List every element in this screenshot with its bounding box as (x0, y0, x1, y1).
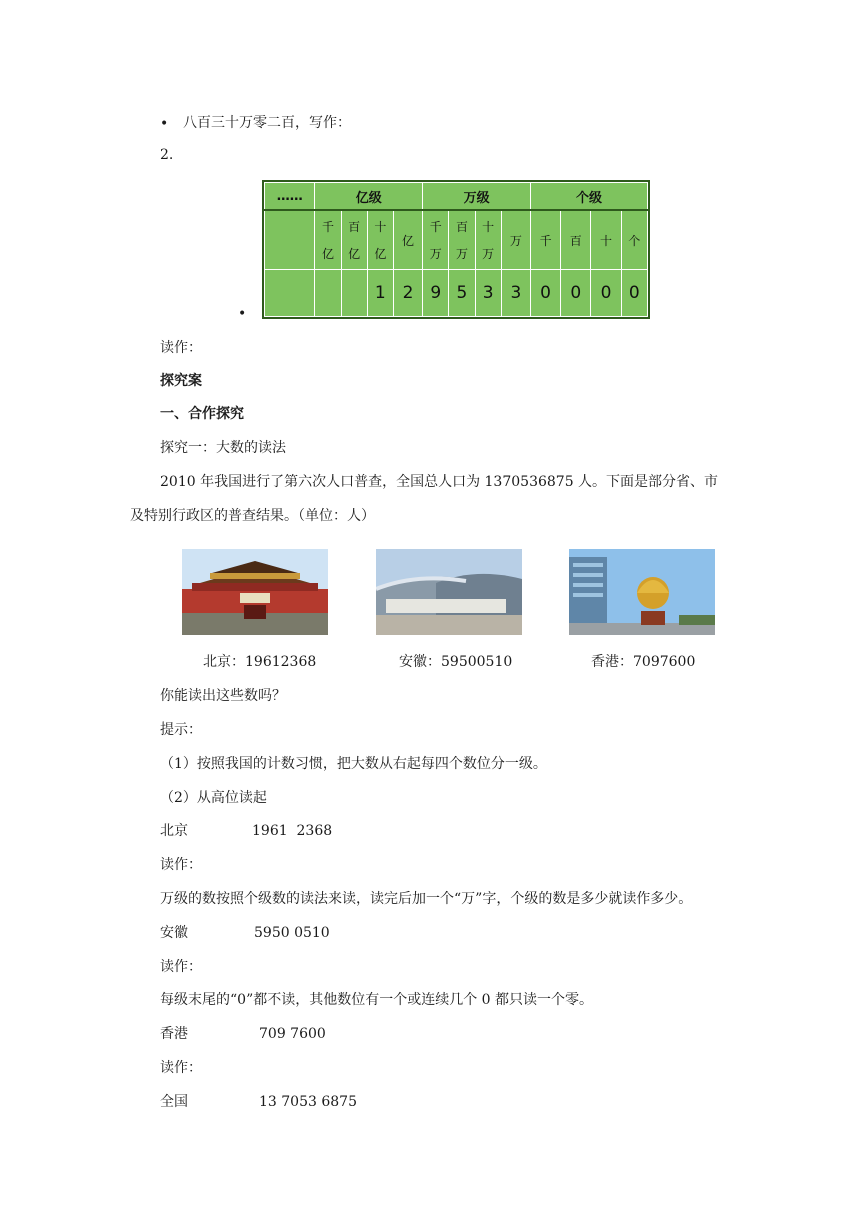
hint-2: （2）从高位读起 (160, 790, 267, 806)
national-name: 全国 (160, 1094, 188, 1110)
place-ge: 个 (621, 210, 647, 270)
place-value-table (262, 180, 650, 319)
digit-cell: 0 (621, 270, 647, 317)
sub-title: 一、合作探究 (160, 406, 244, 422)
hongkong-number: 709 7600 (259, 1026, 326, 1042)
digit-cell: 5 (449, 270, 475, 317)
place-qian: 千 (530, 210, 560, 270)
place-shiyi: 十 亿 (367, 210, 393, 270)
beijing-name: 北京 (160, 823, 188, 839)
place-yi: 亿 (393, 210, 422, 270)
bullet: • (160, 116, 169, 132)
digit-cell: 0 (561, 270, 591, 317)
beijing-photo (182, 549, 328, 635)
place-shi: 十 (591, 210, 621, 270)
place-wan: 万 (501, 210, 530, 270)
caption-anhui: 安徽：59500510 (399, 654, 513, 670)
place-qianyi: 千 亿 (315, 210, 341, 270)
empty-cell (265, 210, 315, 270)
read-label: 读作： (160, 340, 202, 356)
place-qianwan: 千 万 (423, 210, 449, 270)
caption-beijing: 北京：19612368 (203, 654, 317, 670)
digit-cell: 2 (393, 270, 422, 317)
digit-cell: 9 (423, 270, 449, 317)
read-label: 读作： (160, 857, 202, 873)
table-dots: …… (265, 183, 315, 211)
hongkong-name: 香港 (160, 1026, 188, 1042)
paragraph-line: 2010 年我国进行了第六次人口普查，全国总人口为 1370536875 人。下面是部分省、市 (160, 474, 719, 490)
question-text: 你能读出这些数吗？ (160, 688, 286, 704)
read-label: 读作： (160, 959, 202, 975)
hongkong-photo (569, 549, 715, 635)
digit-cell: 3 (475, 270, 501, 317)
place-shiwan: 十 万 (475, 210, 501, 270)
hint-label: 提示： (160, 722, 202, 738)
place-baiyi: 百 亿 (341, 210, 367, 270)
rule-2: 每级末尾的“0”都不读，其他数位有一个或连续几个 0 都只读一个零。 (160, 992, 594, 1008)
place-bai: 百 (561, 210, 591, 270)
paragraph-line: 及特别行政区的普查结果。（单位：人） (130, 508, 375, 524)
digit-cell (315, 270, 341, 317)
hint-1: （1）按照我国的计数习惯，把大数从右起每四个数位分一级。 (160, 756, 547, 772)
place-baiwan: 百 万 (449, 210, 475, 270)
rule-1: 万级的数按照个级数的读法来读，读完后加一个“万”字，个级的数是多少就读作多少。 (160, 891, 693, 907)
read-label: 读作： (160, 1060, 202, 1076)
group-yi: 亿级 (315, 183, 423, 211)
digit-cell: 0 (591, 270, 621, 317)
national-number: 13 7053 6875 (259, 1094, 357, 1110)
anhui-name: 安徽 (160, 925, 188, 941)
digit-cell: 3 (501, 270, 530, 317)
question-2-number: 2. (160, 147, 174, 163)
group-wan: 万级 (423, 183, 531, 211)
beijing-number: 1961 2368 (252, 823, 333, 839)
anhui-photo (376, 549, 522, 635)
digit-cell (341, 270, 367, 317)
empty-cell (265, 270, 315, 317)
section-title: 探究案 (160, 373, 202, 389)
caption-hongkong: 香港：7097600 (591, 654, 696, 670)
bullet: • (238, 306, 247, 322)
digit-cell: 1 (367, 270, 393, 317)
question-1: 八百三十万零二百，写作： (183, 115, 351, 131)
anhui-number: 5950 0510 (254, 925, 330, 941)
digit-cell: 0 (530, 270, 560, 317)
explore-title: 探究一：大数的读法 (160, 440, 286, 456)
group-ge: 个级 (530, 183, 647, 211)
